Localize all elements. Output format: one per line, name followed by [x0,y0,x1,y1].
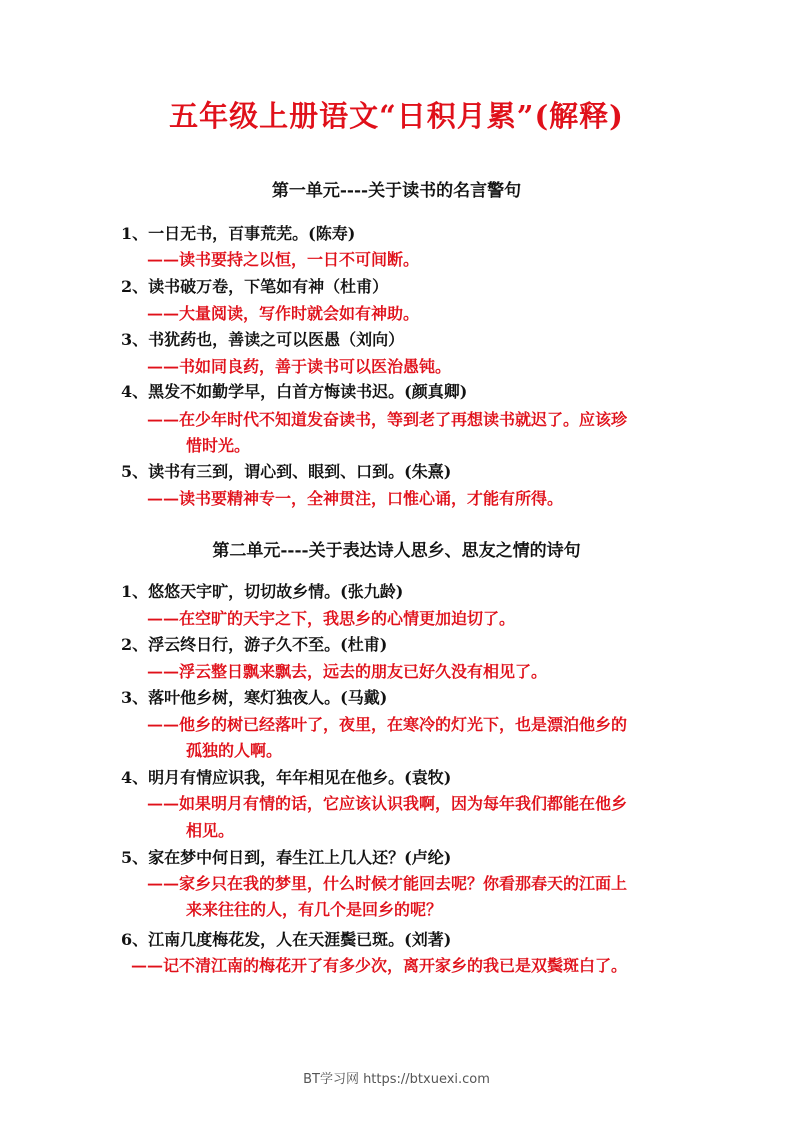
explanation-line: ——读书要持之以恒，一日不可间断。 [147,250,420,269]
explanation-line: ——他乡的树已经落叶了，夜里，在寒冷的灯光下，也是漂泊他乡的 [147,715,628,734]
quote-line: 2、读书破万卷，下笔如有神（杜甫） [121,277,389,296]
page-title: 五年级上册语文“日积月累”(解释) [169,99,624,133]
explanation-line: ——家乡只在我的梦里，什么时候才能回去呢？你看那春天的江面上 [147,874,628,893]
explanation-line: ——在少年时代不知道发奋读书，等到老了再想读书就迟了。应该珍 [147,410,628,429]
quote-line: 2、浮云终日行，游子久不至。(杜甫) [121,635,388,654]
quote-line: 1、悠悠天宇旷，切切故乡情。(张九龄) [121,582,404,601]
quote-line: 3、书犹药也，善读之可以医愚（刘向） [121,330,405,349]
explanation-line: ——大量阅读，写作时就会如有神助。 [147,304,420,323]
footer-watermark: BT学习网 https://btxuexi.com [303,1072,490,1087]
explanation-line: 惜时光。 [186,436,251,455]
explanation-line: ——如果明月有情的话，它应该认识我啊，因为每年我们都能在他乡 [147,794,628,813]
quote-line: 4、黑发不如勤学早，白首方悔读书迟。(颜真卿) [121,382,468,401]
explanation-line: ——记不清江南的梅花开了有多少次，离开家乡的我已是双鬓斑白了。 [131,956,628,975]
quote-line: 5、读书有三到，谓心到、眼到、口到。(朱熹) [121,462,452,481]
explanation-line: ——浮云整日飘来飘去，远去的朋友已好久没有相见了。 [147,662,548,681]
quote-line: 3、落叶他乡树，寒灯独夜人。(马戴) [121,688,388,707]
quote-line: 4、明月有情应识我，年年相见在他乡。(袁牧) [121,768,452,787]
explanation-line: 来来往往的人，有几个是回乡的呢？ [186,900,443,919]
explanation-line: 相见。 [186,821,235,840]
explanation-line: ——读书要精神专一，全神贯注，口惟心诵，才能有所得。 [147,489,564,508]
explanation-line: ——在空旷的天宇之下，我思乡的心情更加迫切了。 [147,609,516,628]
section-heading: 第二单元----关于表达诗人思乡、思友之情的诗句 [212,541,581,561]
explanation-line: 孤独的人啊。 [186,741,283,760]
quote-line: 1、一日无书，百事荒芜。(陈寿) [121,224,356,243]
explanation-line: ——书如同良药，善于读书可以医治愚钝。 [147,357,452,376]
quote-line: 6、江南几度梅花发，人在天涯鬓已斑。(刘著) [121,930,452,949]
quote-line: 5、家在梦中何日到，春生江上几人还？(卢纶) [121,848,452,867]
section-heading: 第一单元----关于读书的名言警句 [271,181,522,201]
